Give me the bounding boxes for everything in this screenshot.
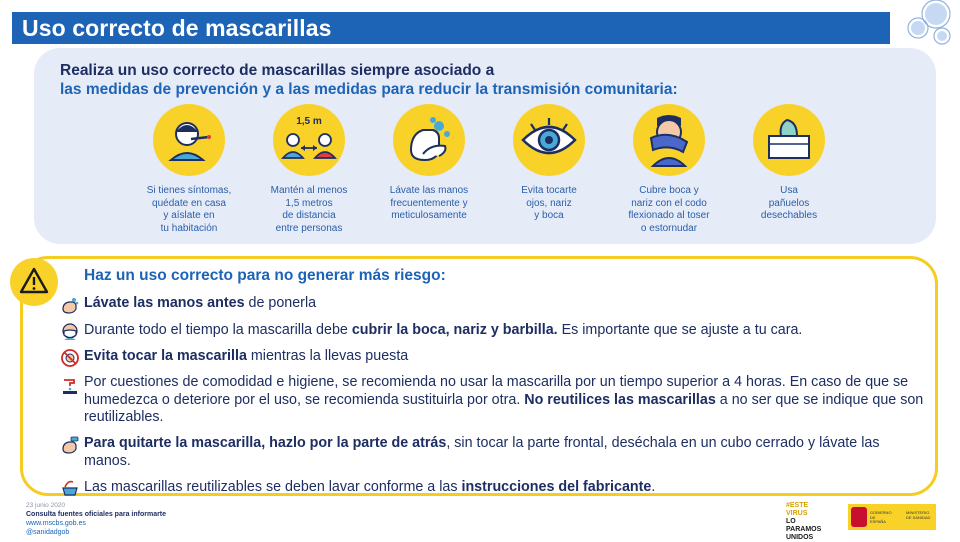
rule-cover-face: Durante todo el tiempo la mascarilla debe cubrir la boca, nariz y barbilla. Es importante que se ajuste a tu cara. [84,322,803,338]
washing-basin-icon [60,478,80,498]
warnings-heading: Haz un uso correcto para no generar más riesgo: [84,267,446,284]
footer-website-link[interactable]: www.mscbs.gob.es [26,520,86,527]
intro-line-1: Realiza un uso correcto de mascarillas siempre asociado a [60,62,495,79]
gov-name: GOBIERNO DE ESPAÑA [870,510,892,524]
measure-caption: Evita tocarte ojos, nariz y boca [521,185,577,221]
distance-label: 1,5 m [296,116,322,127]
hands-washing-small-icon [60,295,80,315]
virus-decoration-icon [892,0,956,48]
social-distance-icon [273,104,345,176]
campaign-logo: #ESTE VIRUS LO PARAMOS UNIDOS [786,502,822,541]
measure-caption: Si tienes síntomas, quédate en casa y aíslate en tu habitación [146,185,232,234]
rule-reusable-washing: Las mascarillas reutilizables se deben lavar conforme a las instrucciones del fabricante. [84,479,656,495]
cough-elbow-icon [633,104,705,176]
measure-avoid-touching [489,104,609,223]
hand-washing-icon [393,104,465,176]
tissue-box-icon [753,104,825,176]
prevention-panel [34,48,936,244]
rule-avoid-touching: Evita tocar la mascarilla mientras la llevas puesta [84,348,409,364]
ministry-name: MINISTERIO DE SANIDAD [906,510,931,520]
measure-cough-elbow [609,104,729,235]
page-title: Uso correcto de mascarillas [22,15,332,41]
government-logo [848,504,936,530]
measure-wash-hands [369,104,489,223]
measure-caption: Mantén al menos 1,5 metros de distancia entre personas [270,185,348,234]
person-thermometer-icon [153,104,225,176]
measure-symptoms [129,104,249,235]
intro-text [60,61,678,99]
rule-wash-before: Lávate las manos antes de ponerla [84,295,317,311]
footer-twitter-handle[interactable]: @sanidadgob [26,529,70,536]
measure-distance [249,104,369,235]
hygiene-icon [60,376,80,396]
coat-of-arms-icon [851,507,867,527]
title-bar [12,12,890,44]
measure-caption: Cubre boca y nariz con el codo flexionado al toser o estornudar [628,185,710,234]
warning-triangle-icon [10,258,58,306]
footer-official-sources: Consulta fuentes oficiales para informarte [26,511,167,518]
rule-no-reuse: Por cuestiones de comodidad e higiene, se recomienda no usar la mascarilla por un tiempo superior a 4 horas. En caso de que se humedezca o deteriore por el uso, se recomienda sustituirla por otra. No reutilices las mascarillas a no ser que se indique que son reutilizables. [84,374,924,425]
mask-face-icon [60,322,80,342]
publish-date: 23 junio 2020 [26,502,66,509]
intro-line-2: las medidas de prevención y a las medidas para reducir la transmisión comunitaria: [60,81,678,98]
measure-caption: Usa pañuelos desechables [760,185,818,221]
remove-mask-icon [60,435,80,455]
no-touch-icon [60,348,80,368]
rule-remove-mask: Para quitarte la mascarilla, hazlo por la parte de atrás, sin tocar la parte frontal, deséchala en un cubo cerrado y lávate las manos. [84,435,880,469]
eye-icon [513,104,585,176]
measure-caption: Lávate las manos frecuentemente y meticulosamente [389,185,469,221]
measure-tissues [729,104,849,223]
